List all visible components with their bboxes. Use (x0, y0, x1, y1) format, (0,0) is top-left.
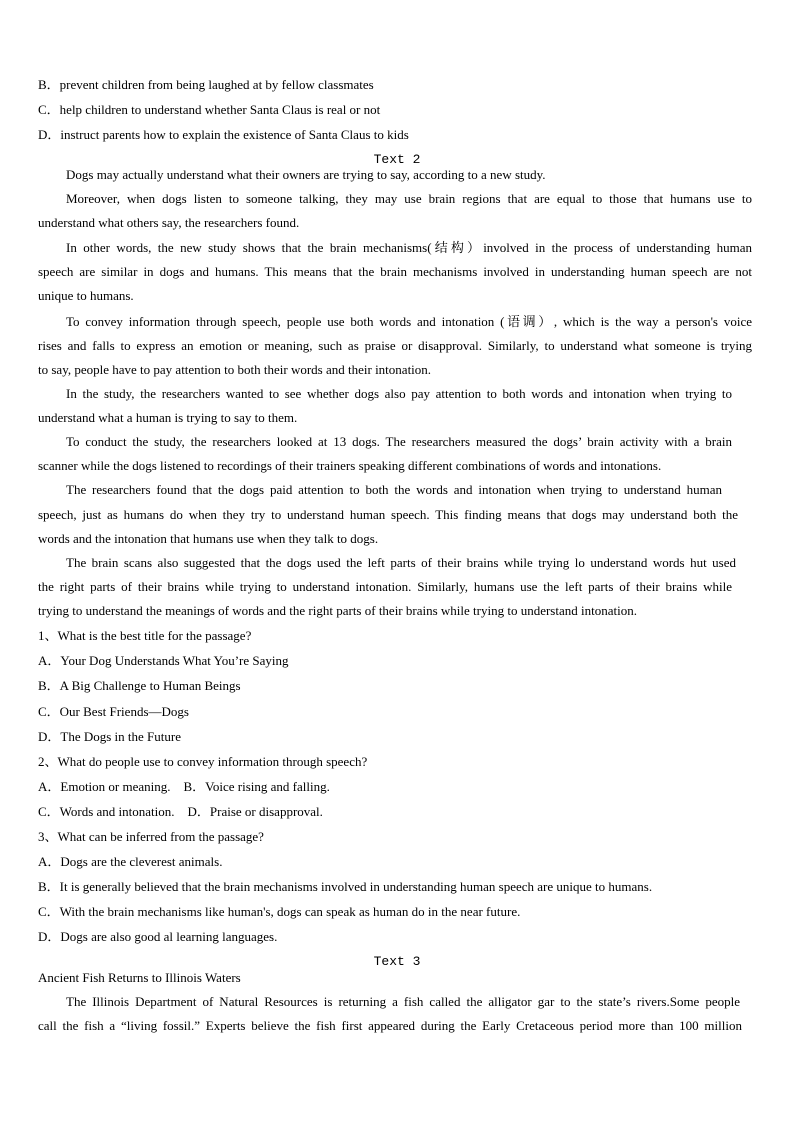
question-2-options-cd: C．Words and intonation. D．Praise or disapproval. (38, 804, 323, 819)
text2-heading: Text 2 (373, 152, 421, 167)
paragraph-line: To convey information through speech, people use both words and intonation (语调）, which is the way a person's voice (66, 314, 752, 329)
paragraph-line: understand what a human is trying to say to them. (38, 410, 298, 425)
paragraph-line: In the study, the researchers wanted to see whether dogs also pay attention to both words and intonation when trying to (66, 386, 732, 401)
paragraph-line: In other words, the new study shows that the brain mechanisms(结构）involved in the process of understanding human (66, 240, 752, 255)
paragraph-line: The brain scans also suggested that the dogs used the left parts of their brains while trying lo understand words hut used (66, 555, 736, 570)
question-2-options-ab: A．Emotion or meaning. B．Voice rising and falling. (38, 779, 330, 794)
paragraph-line: Moreover, when dogs listen to someone talking, they may use brain regions that are equal to those that humans use to (66, 191, 752, 206)
question-3-option-a: A．Dogs are the cleverest animals. (38, 854, 223, 869)
paragraph-line: unique to humans. (38, 288, 134, 303)
paragraph-line: To conduct the study, the researchers looked at 13 dogs. The researchers measured the dogs’ brain activity with a brain (66, 434, 732, 449)
option-b: B．prevent children from being laughed at by fellow classmates (38, 77, 374, 92)
question-1-option-a: A．Your Dog Understands What You’re Saying (38, 653, 289, 668)
paragraph-line: Dogs may actually understand what their owners are trying to say, according to a new study. (66, 167, 546, 182)
question-1: 1、What is the best title for the passage? (38, 628, 252, 643)
paragraph-line: call the fish a “living fossil.” Experts believe the fish first appeared during the Early Cretaceous period more than 100 million (38, 1018, 742, 1033)
question-3: 3、What can be inferred from the passage? (38, 829, 264, 844)
paragraph-line: speech, just as humans do when they try to understand human speech. This finding means that dogs may understand both the (38, 507, 738, 522)
paragraph-line: words and the intonation that humans use when they talk to dogs. (38, 531, 379, 546)
question-1-option-b: B．A Big Challenge to Human Beings (38, 678, 241, 693)
option-c: C．help children to understand whether Santa Claus is real or not (38, 102, 381, 117)
paragraph-line: rises and falls to express an emotion or meaning, such as praise or disapproval. Similarly, to understand what someone is trying (38, 338, 752, 353)
paragraph-line: understand what others say, the researchers found. (38, 215, 300, 230)
paragraph-line: The Illinois Department of Natural Resources is returning a fish called the alligator gar to the state’s rivers.Some people (66, 994, 740, 1009)
paragraph-line: scanner while the dogs listened to recordings of their trainers speaking different combinations of words and intonations. (38, 458, 662, 473)
option-d: D．instruct parents how to explain the existence of Santa Claus to kids (38, 127, 409, 142)
text3-title: Ancient Fish Returns to Illinois Waters (38, 970, 241, 985)
paragraph-line: trying to understand the meanings of words and the right parts of their brains while trying to understand intonation. (38, 603, 637, 618)
paragraph-line: to say, people have to pay attention to both their words and their intonation. (38, 362, 432, 377)
question-3-option-c: C．With the brain mechanisms like human's, dogs can speak as human do in the near future. (38, 904, 521, 919)
question-3-option-d: D．Dogs are also good al learning languages. (38, 929, 278, 944)
question-2: 2、What do people use to convey information through speech? (38, 754, 368, 769)
question-1-option-c: C．Our Best Friends—Dogs (38, 704, 189, 719)
paragraph-line: speech are similar in dogs and humans. This means that the brain mechanisms involved in understanding human speech are not (38, 264, 752, 279)
question-1-option-d: D．The Dogs in the Future (38, 729, 181, 744)
question-3-option-b: B．It is generally believed that the brain mechanisms involved in understanding human speech are unique to humans. (38, 879, 653, 894)
paragraph-line: the right parts of their brains while trying to understand intonation. Similarly, humans use the left parts of their brains while (38, 579, 732, 594)
text3-heading: Text 3 (373, 954, 421, 969)
paragraph-line: The researchers found that the dogs paid attention to both the words and intonation when trying to understand human (66, 482, 722, 497)
